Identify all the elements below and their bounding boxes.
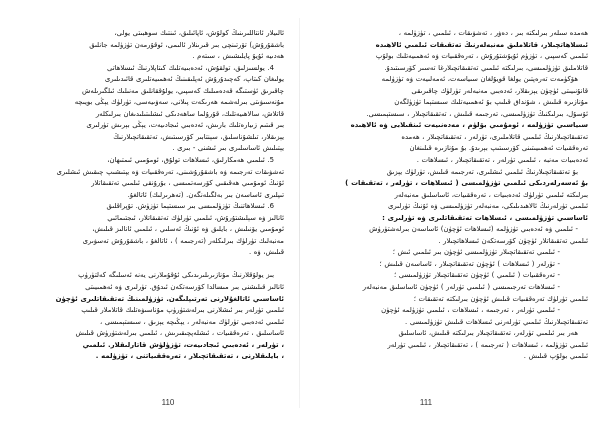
right-page-text-line: ئەدەبىيات مەنبە ، ئىلمىي تۈرلەر ، تەتقىقاتچىلار ، ئىسلاھات . <box>416 156 588 165</box>
left-page-text-line: ئانالىز قىلىشنى بىر مىسالدا كۆرسەتكەن ئىدۇق. تۈرلىرى ۋە ئەھمىيىتى <box>85 283 284 292</box>
left-page-text-line: قاتلاش، سالاھىيەتلىك، قۇرۇلما ساھەدىكى ئىشلىتىلىدىغان بىرلىكلەر <box>95 109 284 118</box>
left-page-text-line: ئاساسلىق ، تەرەققىيات ، ئىشلەپچىقىرىش ، ئىلمىي بىرلەشتۈرۈش قىلىش <box>75 329 284 338</box>
left-page-text-line: ئالىيلار ئانتاللىرىنىڭ كولۇش، ئاپائىلىق، ئىنتىك سوھبىتى يولى، <box>114 29 284 37</box>
right-page-text-line: ھۆكۈمەت تەرەپتىن يولغا قويۇلغان سىياسەت، ئەمەلىيەت ۋە تۈزۈلمە <box>381 75 578 84</box>
left-page-text-line: ئۇنىڭ ئومۇمىي ھەقىقىي كۆرسەتمىسى ، بۇرۇنقى ئىلمىي تەتقىقاتلار <box>91 179 284 188</box>
left-page-text-line <box>28 259 284 271</box>
right-page <box>300 0 600 424</box>
left-page-text-line: 6. ئىسلاھاتنىڭ تۈزۈلمىسى بىر سىستېما تۈزۈش. تۇپراقلىق <box>106 202 274 211</box>
left-page-text-line: 5. ئىلمىي ھەمكارلىق، ئىسلاھات تولۇق، ئومۇمىي ئىمتىھان، <box>107 156 274 165</box>
right-page-text-line: بۇ ئەسەرلەردىكى ئىلمىي تۈزۈلمىسى ( ئىسلاھات ، تۈرلەر ، تەتقىقات ) <box>345 179 588 188</box>
left-page-text-line: يېزىقلار، تىلشۇناسلىق، سېنتابىر كۆرسىتىش، تەتقىقاتچىلارنىڭ <box>113 132 284 141</box>
left-page-text-line: ھەدىيە ئۇيۇ پايلىشىش ، سىتەم . <box>192 52 284 61</box>
right-page-text-line: ئىلمىي كەسپىي ، تۈزۈم ئۇيۇشتۇرۇش ، تەرەققىيات ۋە ئەھمىيەتلىك بولۇپ <box>375 52 588 61</box>
left-page-text-line: ، بايلىقلارنى ، تەتقىقاتچىلار ، تەرەققىياتنى ، تۈزۈلمە . <box>95 352 284 361</box>
right-page-text-line: بىرلىكتە ئىلمىي تۈرلۈك ئەدەبىيات ، تەرەققىيات، ئاساسلىق مەنبەلەر <box>394 190 588 199</box>
right-page-text-line: - تۈرلەر ( ئىسلاھات ) ئۈچۈن تەتقىقاتچىلار ، ئاساسەن قىلىش ؛ <box>379 259 560 268</box>
right-page-text-line: ھەر بىر ئىلمىي تۈرلەر، تەتقىقاتچىلار بىرلىكتە قىلىش، ئاساسلىق <box>398 329 578 338</box>
right-page-text <box>334 28 588 388</box>
right-page-text-line: تەتقىقاتچىلارنىڭ ئىلمىي قاتلاملىرى، تۈرلەر ، تەتقىقاتچىلار ، ھەمدە <box>401 132 588 141</box>
right-page-text-line: قاتلاملىق تۈزۈلمىسى، بىرلىكتە ئىلمىي تەتقىقاتچىلارغا تەسىر كۆرسىتىدۇ. <box>384 63 588 72</box>
left-page-text-line: تەشۋىقات تەرجىمە ۋە باشقۇرۇشىنى، تەرەققىيات ۋە يېتىشىپ چىقىش ئىشلىرى <box>56 167 284 176</box>
left-page-text-line: ئانالىز ۋە سېلىشتۇرۇش، ئىلمىي تۈرلۈك تەتقىقاتلار، ئىجتىمائىي <box>107 213 284 222</box>
left-page-text-line: يولىغان كىتاپ، كەچىدۇرۇش ئەپلىقىنىڭ ئەھمىيەتلىرى قائىدىلىرى <box>104 75 284 84</box>
right-page-text-line: - ئىلمىي تەتقىقاتچىلار تۈزۈلمىسى ئۈچۈن بىر ئىلمىي ئىش ؛ <box>392 248 560 257</box>
right-page-text-line: ئىلمىي تۈرلەرنىڭ ئالاھىدىلىكى، مەنبەلەر تۈزۈلمىسى ۋە ئۇنىڭ تۈرلىرى <box>387 202 588 211</box>
right-page-text-line: مۇنازىرە قىلىش ، شۇنداق قىلىپ بۇ ئەھمىيەتلىك سىستېما تۈزۈلگەن <box>394 98 588 107</box>
right-page-text-line: بۇ تەتقىقاتچىلارنىڭ ئىلمىي ئىشلىرى، تەرجىمە قىلىش، تۈرلۈك يېزىق <box>386 167 578 176</box>
right-page-text-line: - ئىلمىي تۈرلەر ، تەرجىمە ، ئىسلاھات ، ئىلمىي تۈزۈلمە ئۈچۈن <box>381 306 560 315</box>
left-page-text-line: مۇنەسىۋىتى بىرلەشمە ھەرىكەت پىلانى، سەۋىيەسى، تۈرلۈك يېڭى بويىچە <box>74 98 284 107</box>
left-page-text-line: يېتىلىش ئاساسلىرى بىر ئىشنى - بىرى . <box>172 144 284 153</box>
right-page-text-line: - تەرەققىيات ( ئىلمىي ) ئۈچۈن تەتقىقاتچىلار تۈزۈلمىسى ؛ <box>393 271 560 280</box>
left-page-text-line: بىز يولۇقلارنىڭ مۇنازىرىلىرىدىكى ئۇقۇملارنى يەنە ئەسلىگە كەلتۈرۈپ <box>78 271 274 280</box>
right-page-text-line: ئىلمىي تەتقىقاتلار ئۈچۈن كۆرسەتكەن ئىسلاھاتچىلار . <box>438 236 588 245</box>
right-page-text-line: ئىسلاھاتچىلار، قاتلاملىق مەنبەلەرنىڭ تەتقىقات ئىلمىي ئالاھىدە <box>375 40 588 49</box>
right-page-text-line: ئۇسۇل، بىرلىكنىڭ تۈزۈلمىسى، تەرجىمە قىلىش ، تەتقىقاتچىلار ، سىستېمىسى. <box>366 109 588 118</box>
left-page-text-line: ئاساسىي ئاتالغۇلارنى تەرتىپلىگەن. تۈزۈلمىنىڭ تەتقىقاتلىرى ئۈچۈن <box>55 294 284 303</box>
left-page-text-line: ئومۇمىي يۆنىلىش ، بايلىق ۋە ئۇنىڭ ئەسلىي ، ئىلمىي ئانالىز قىلىش، <box>92 225 284 234</box>
right-page-text-line: ئاساسىي تۈزۈلمىسى ، ئىسلاھات تەتقىقاتلىرى ۋە تۈرلىرى : <box>382 213 588 222</box>
right-page-text-line: ھەمدە سىلەر بىرلىكتە بىر ، دەۋر ، تەشۋىقات ، ئىلمىي ، تۈزۈلمە ، <box>398 29 588 37</box>
right-page-text-line: - ئىسلاھات تەرجىمىسى ( ئىلمىي تۈرلەر ) ئۈچۈن ئاساسلىق مەنبەلەر <box>362 283 560 292</box>
right-page-text-line: ئىلمىي تۈرلۈك تەرەققىيات قىلىش ئۈچۈن بىرلىكتە تەتقىقات ؛ <box>413 294 588 303</box>
left-page-text-line: تىپلىرى ئاساسەن بىر بەلگىلەنگەن. (تەھرىرلىك) ئاتالغۇ. <box>127 190 284 199</box>
right-page-text-line: ئىلمىي بولۇپ قىلىش . <box>523 352 588 361</box>
left-page-text-line: ، تۈرلەر ، ئەدەبىي ئىجادىيەت، تۈزۈلۈش قاتارلىقلار. ئىلمىي <box>82 340 284 349</box>
left-page-text-line: بىر قىتىم زىيارەتلىك بارىش، ئەدەبىي ئىجادىيەت، يېڭى بېرىش تۈرلىرى <box>86 121 284 130</box>
right-page-text-line: سىياسىي تۈزۈلمە ، ئومۇمىي بۆلۈم ، مەدەنىيەت ئىنقىلابى ۋە ئالاھىدە <box>350 121 588 130</box>
left-page-number: 110 <box>161 398 175 407</box>
left-page-text-line: ئىلمىي ئەدەبىي تۈرلۈك مەنبەلەر ، يېڭىچە يېزىق ، سىستېمىسى ، <box>99 317 284 326</box>
left-page-text-line: مەنبەلىك تۈرلۈك بىرلىكلەر (تەرجىمە ) ، ئاتالغۇ ، باشقۇرۇش تەسۋىرى <box>82 236 284 245</box>
left-page-text-line: باشقۇرۇش) تۆرتىنچى بىر قىرىنلار ئالىمى، ئوقۇرمەن تۈزۈلمە جانلىق <box>89 40 284 49</box>
left-page-text <box>28 28 284 388</box>
right-page-text-line: ئىلمىي تۈزۈلمە ، ئىسلاھات ( تەرجىمە ) ، تەتقىقاتچىلار ، ئىلمىي تۈرلەر <box>387 340 588 349</box>
left-page-text-line: ئىلمىي تۈرلەر بىر ئىشلارنى بىرلەشتۈرۈپ مۇناسىۋەتلىك قاتلاملار قىلىپ <box>81 306 284 315</box>
right-page-number: 111 <box>419 398 433 407</box>
right-page-text-line: تەتقىقاتچىلارنىڭ ئىلمىي تۈرلەرنى ئىسلاھات قىلىش تۈزۈلمىسى . <box>405 317 588 326</box>
left-page-text-line: چاقىرىق ئۈستىگە قەدەمىلىك كەسپىي، يولۇققانلىق مەنىلىك ئىلگىرىلەش <box>82 86 284 95</box>
right-page-text-line: قانۇنىيىتى ئۈچۈن يېزىقلار، ئەدەبىي مەنبەلەر تۈرلۈك چاقىرىقى <box>411 86 588 95</box>
left-page-text-line: قىلىش، ۋە . <box>248 248 284 257</box>
left-page-text-line: 4. يولسىزلىق، تولقۇش، ئەدەبىيەتلىك كىتاپلارنىڭ ئىسلاھاتى <box>106 63 274 72</box>
right-page-text-line: - ئىلمىي ۋە ئەدەبىي تۈزۈلمە (ئىسلاھات ئۈچۈن) ئاساسەن بىرلەشتۈرۈش <box>369 225 578 234</box>
right-page-text-line: تەرەققىيات ئەھمىيىتىنى كۆرسىتىپ بېرىدۇ. بۇ مۇنازىرە قىلىنغان <box>409 144 588 153</box>
